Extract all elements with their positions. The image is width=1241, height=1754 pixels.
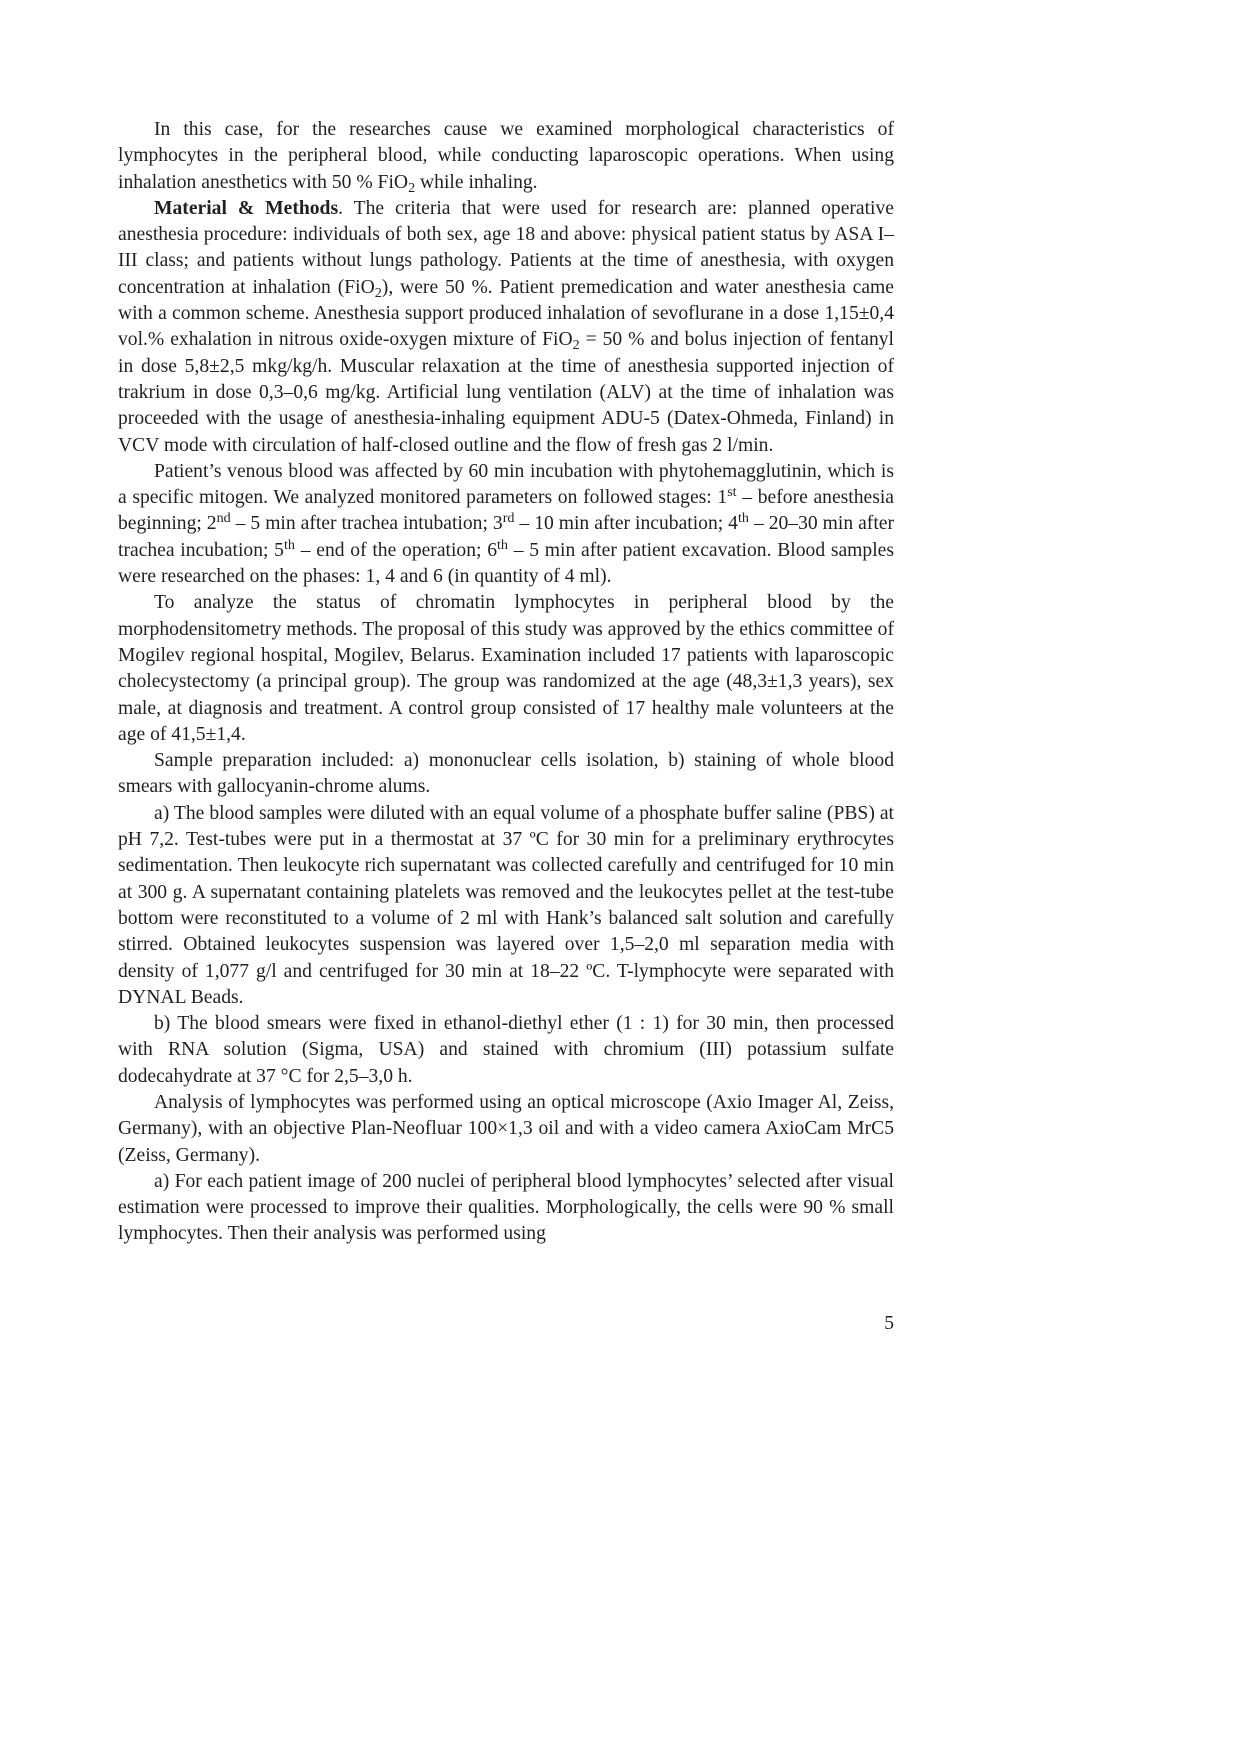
paragraph-stages [118,459,894,590]
superscript: th [497,536,508,553]
text-run: = 50 % and bolus injection of fentanyl in dose 5,8±2,5 mkg/kg/h. Muscular relaxation at the time of anesthesia supported injection of trakrium in dose 0,3–0,6 mg/kg. Artificial lung ventilation (ALV) at the time of inhalation was proceeded with the usage of anesthesia-inhaling equipment ADU-5 (Datex-Ohmeda, Finland) in VCV mode with circulation of half-closed outline and the flow of fresh gas 2 l/min. [118,329,894,456]
text-run: – 5 min after trachea intubation; 3 [230,513,503,535]
superscript: rd [502,510,515,527]
page-body [118,117,894,1248]
text-run: ), were 50 %. Patient premedication and water anesthesia came with a common scheme. Anesthesia support produced inhalation of sevoflurane in a dose 1,15±0,4 vol.% exhalation in nitrous oxide-oxygen mixture of FiO [118,276,894,351]
text-run: – 5 min after patient excavation. Blood samples were researched on the phases: 1, 4 and 6 (in quantity of 4 ml). [118,539,894,588]
text-run: Patient’s venous blood was affected by 60 min incubation with phytohemagglutinin, which is a specific mitogen. We analyzed monitored parameters on followed stages: 1 [118,460,894,509]
text-run: In this case, for the researches cause we examined morphological characteristics of lymphocytes in the peripheral blood, while conducting laparoscopic operations. When using inhalation anesthetics with 50 % FiO [118,119,894,193]
paragraph-step-a: a) The blood samples were diluted with an equal volume of a phosphate buffer saline (PBS) at pH 7,2. Test-tubes were put in a thermostat at 37 ºC for 30 min for a preliminary erythrocytes sedimentation. Then leukocyte rich supernatant was collected carefully and centrifuged for 10 min at 300 g. A supernatant containing platelets was removed and the leukocytes pellet at the test-tube bottom were reconstituted to a volume of 2 ml with Hank’s balanced salt solution and carefully stirred. Obtained leukocytes suspension was layered over 1,5–2,0 ml separation media with density of 1,077 g/l and centrifuged for 30 min at 18–22 ºC. T-lymphocyte were separated with DYNAL Beads. [118,802,894,1008]
subscript: 2 [408,179,416,196]
text-run: – 10 min after incubation; 4 [514,513,738,535]
paragraph-methods [118,196,894,459]
text-run: . The criteria that were used for research are: planned operative anesthesia procedure: individuals of both sex, age 18 and above: physical patient status by ASA I–III class; and patients without lungs pathology. Patients at the time of anesthesia, with oxygen concentration at inhalation (FiO [118,197,894,298]
page-number: 5 [884,1313,894,1334]
text-run: – end of the operation; 6 [294,539,497,561]
paragraph-chromatin: To analyze the status of chromatin lymphocytes in peripheral blood by the morphodensitometry methods. The proposal of this study was approved by the ethics committee of Mogilev regional hospital, Mogilev, Belarus. Examination included 17 patients with laparoscopic cholecystectomy (a principal group). The group was randomized at the age (48,3±1,3 years), sex male, at diagnosis and treatment. A control group consisted of 17 healthy male volunteers at the age of 41,5±1,4. [118,592,894,745]
subscript: 2 [572,337,580,354]
subscript: 2 [374,284,382,301]
superscript: th [283,536,295,553]
paragraph-sample-preparation: Sample preparation included: a) mononuclear cells isolation, b) staining of whole blood smears with gallocyanin-chrome alums. [118,750,894,798]
superscript: nd [216,510,231,527]
superscript: th [737,510,749,527]
superscript: st [727,484,737,501]
paragraph-intro [118,117,894,196]
paragraph-nuclei: a) For each patient image of 200 nuclei of peripheral blood lymphocytes’ selected after visual estimation were processed to improve their qualities. Morphologically, the cells were 90 % small lymphocytes. Then their analysis was performed using [118,1170,894,1245]
section-heading: Material & Methods [154,197,339,219]
text-run: while inhaling. [415,171,538,193]
paragraph-step-b: b) The blood smears were fixed in ethanol-diethyl ether (1 : 1) for 30 min, then processed with RNA solution (Sigma, USA) and stained with chromium (III) potassium sulfate dodecahydrate at 37 °C for 2,5–3,0 h. [118,1013,894,1087]
text-run: – 20–30 min after trachea incubation; 5 [118,513,894,561]
text-run: – before anesthesia beginning; 2 [118,487,894,535]
paragraph-analysis: Analysis of lymphocytes was performed using an optical microscope (Axio Imager Al, Zeiss, Germany), with an objective Plan-Neofluar 100×1,3 oil and with a video camera AxioCam MrC5 (Zeiss, Germany). [118,1091,894,1166]
